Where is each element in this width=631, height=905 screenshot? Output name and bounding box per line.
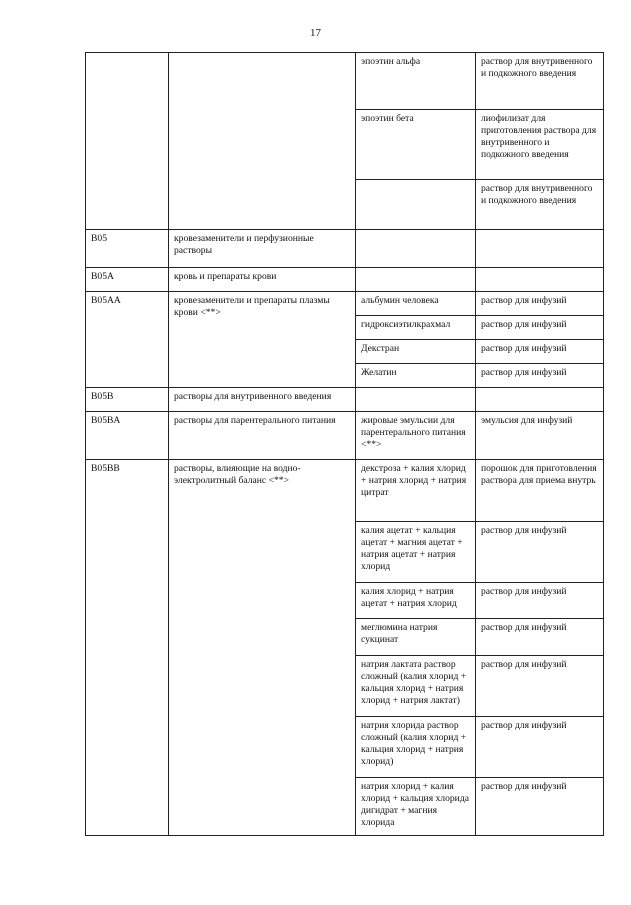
group-cell: кровезаменители и препараты плазмы крови <**> bbox=[169, 292, 356, 388]
group-cell: кровь и препараты крови bbox=[169, 268, 356, 292]
form-cell: раствор для инфузий bbox=[476, 340, 604, 364]
form-cell bbox=[476, 268, 604, 292]
drug-cell bbox=[356, 268, 476, 292]
form-cell: раствор для инфузий bbox=[476, 656, 604, 717]
atc-code-cell: B05B bbox=[86, 388, 169, 412]
drug-cell: декстроза + калия хлорид + натрия хлорид + натрия цитрат bbox=[356, 460, 476, 522]
form-cell: раствор для инфузий bbox=[476, 717, 604, 778]
group-cell: кровезаменители и перфузионные растворы bbox=[169, 230, 356, 268]
table-row bbox=[86, 53, 604, 110]
form-cell: раствор для инфузий bbox=[476, 619, 604, 656]
drug-cell: натрия хлорид + калия хлорид + кальция хлорида дигидрат + магния хлорида bbox=[356, 778, 476, 836]
group-cell: растворы для парентерального питания bbox=[169, 412, 356, 460]
drug-cell bbox=[356, 388, 476, 412]
atc-code-cell bbox=[86, 53, 169, 230]
atc-code-cell: B05BA bbox=[86, 412, 169, 460]
form-cell: раствор для инфузий bbox=[476, 364, 604, 388]
form-cell: эмульсия для инфузий bbox=[476, 412, 604, 460]
drug-cell: натрия лактата раствор сложный (калия хлорид + кальция хлорид + натрия хлорид + натрия лактат) bbox=[356, 656, 476, 717]
drug-cell: натрия хлорида раствор сложный (калия хлорид + кальция хлорид + натрия хлорид) bbox=[356, 717, 476, 778]
form-cell: порошок для приготовления раствора для приема внутрь bbox=[476, 460, 604, 522]
form-cell: лиофилизат для приготовления раствора для внутривенного и подкожного введения bbox=[476, 110, 604, 180]
form-cell: раствор для инфузий bbox=[476, 316, 604, 340]
atc-code-cell: B05A bbox=[86, 268, 169, 292]
drug-cell: гидроксиэтилкрахмал bbox=[356, 316, 476, 340]
drug-cell: жировые эмульсии для парентерального питания <**> bbox=[356, 412, 476, 460]
table-row bbox=[86, 268, 604, 292]
form-cell: раствор для внутривенного и подкожного введения bbox=[476, 53, 604, 110]
form-cell: раствор для инфузий bbox=[476, 522, 604, 583]
drug-cell bbox=[356, 230, 476, 268]
atc-code-cell: B05AA bbox=[86, 292, 169, 388]
drug-table bbox=[85, 52, 604, 836]
table-row bbox=[86, 388, 604, 412]
table-row bbox=[86, 460, 604, 522]
atc-code-cell: B05 bbox=[86, 230, 169, 268]
form-cell: раствор для инфузий bbox=[476, 778, 604, 836]
page-number: 17 bbox=[310, 27, 321, 39]
form-cell bbox=[476, 230, 604, 268]
form-cell: раствор для инфузий bbox=[476, 583, 604, 619]
drug-cell: меглюмина натрия сукцинат bbox=[356, 619, 476, 656]
drug-cell: калия ацетат + кальция ацетат + магния ацетат + натрия ацетат + натрия хлорид bbox=[356, 522, 476, 583]
table-row bbox=[86, 292, 604, 316]
atc-code-cell: B05BB bbox=[86, 460, 169, 836]
drug-cell: альбумин человека bbox=[356, 292, 476, 316]
drug-cell: Желатин bbox=[356, 364, 476, 388]
form-cell: раствор для внутривенного и подкожного введения bbox=[476, 180, 604, 230]
group-cell bbox=[169, 53, 356, 230]
drug-cell bbox=[356, 180, 476, 230]
table-row bbox=[86, 412, 604, 460]
form-cell bbox=[476, 388, 604, 412]
form-cell: раствор для инфузий bbox=[476, 292, 604, 316]
drug-cell: Декстран bbox=[356, 340, 476, 364]
group-cell: растворы для внутривенного введения bbox=[169, 388, 356, 412]
table-row bbox=[86, 230, 604, 268]
drug-cell: калия хлорид + натрия ацетат + натрия хлорид bbox=[356, 583, 476, 619]
drug-cell: эпоэтин альфа bbox=[356, 53, 476, 110]
drug-cell: эпоэтин бета bbox=[356, 110, 476, 180]
group-cell: растворы, влияющие на водно-электролитный баланс <**> bbox=[169, 460, 356, 836]
